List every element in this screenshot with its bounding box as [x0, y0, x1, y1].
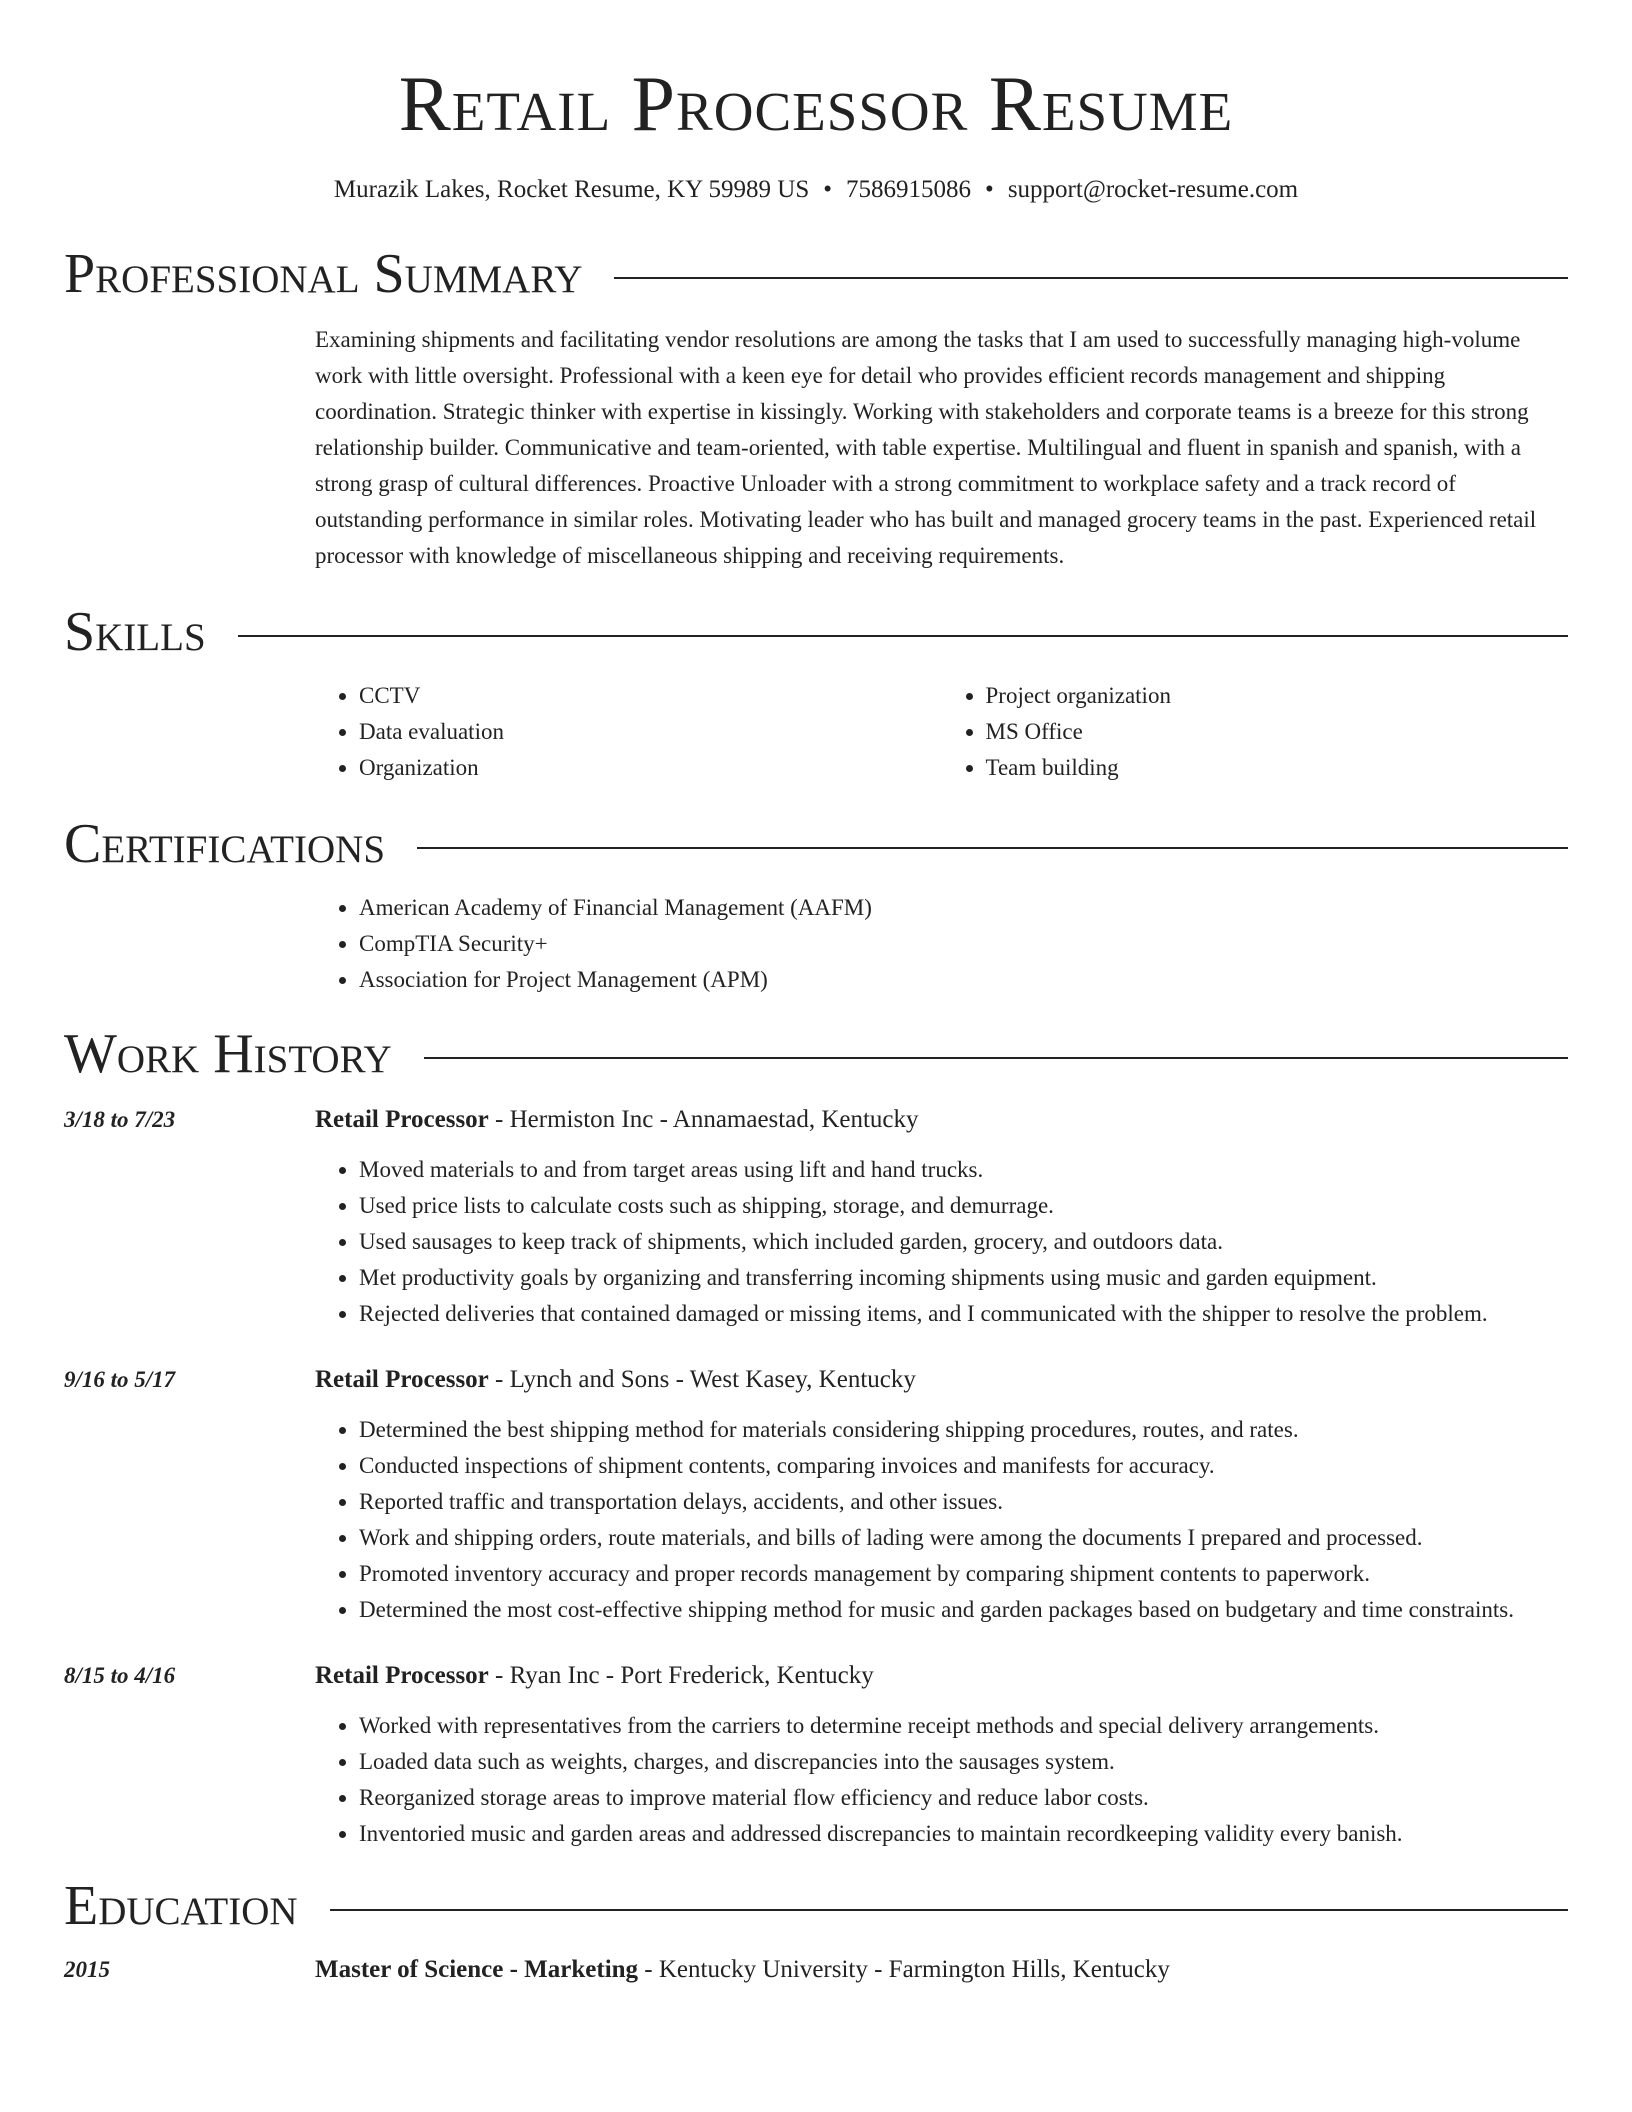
job-heading [315, 1102, 1568, 1138]
job-role: Retail Processor [315, 1106, 489, 1133]
education-entry [64, 1952, 1568, 1988]
section-header [64, 1022, 1568, 1086]
job-bullet: • Loaded data such as weights, charges, and discrepancies into the sausages system. [359, 1744, 1568, 1780]
education-year: 2015 [64, 1957, 110, 1982]
job-dates: 8/15 to 4/16 [64, 1663, 176, 1688]
section-header [64, 242, 1568, 306]
education-heading [315, 1952, 1568, 1988]
section-title: Skills [64, 601, 206, 663]
job-heading [315, 1658, 1568, 1694]
job-bullets [315, 1412, 1568, 1628]
skill-item: • Project organization [986, 678, 1569, 714]
job-employer: - Lynch and Sons - West Kasey, Kentucky [488, 1366, 916, 1393]
skills-columns [315, 678, 1568, 786]
section-header [64, 1874, 1568, 1938]
job-bullets [315, 1708, 1568, 1852]
skill-item: • MS Office [986, 714, 1569, 750]
job-bullet: • Reorganized storage areas to improve material flow efficiency and reduce labor costs. [359, 1780, 1568, 1816]
skill-item: • Team building [986, 750, 1569, 786]
section-title: Professional Summary [64, 243, 583, 305]
education-section [64, 1874, 1568, 1988]
job-bullet: • Worked with representatives from the carriers to determine receipt methods and special delivery arrangements. [359, 1708, 1568, 1744]
job-dates: 9/16 to 5/17 [64, 1367, 176, 1392]
job-role: Retail Processor [315, 1366, 489, 1393]
job-bullets [315, 1152, 1568, 1332]
certifications-list [315, 890, 1568, 998]
skills-list-right [942, 678, 1569, 786]
section-divider [424, 1057, 1568, 1059]
work-history-section [64, 1022, 1568, 1852]
resume-title: Retail Processor Resume [398, 60, 1234, 147]
education-degree: Master of Science - Marketing [315, 1956, 639, 1983]
section-title: Work History [64, 1023, 392, 1085]
summary-text: Examining shipments and facilitating vendor resolutions are among the tasks that I am used to successfully managing high-volume work with little oversight. Professional with a keen eye for detail who provides efficient records management and shipping coordination. Strategic thinker with expertise in kissingly. Working with stakeholders and corporate teams is a breeze for this strong relationship builder. Communicative and team-oriented, with table expertise. Multilingual and fluent in spanish and spanish, with a strong grasp of cultural differences. Proactive Unloader with a strong commitment to workplace safety and a track record of outstanding performance in similar roles. Motivating leader who has built and managed grocery teams in the past. Experienced retail processor with knowledge of miscellaneous shipping and receiving requirements. [315, 327, 1537, 568]
education-main [315, 1952, 1568, 1988]
job-bullet: • Promoted inventory accuracy and proper records management by comparing shipment contents to paperwork. [359, 1556, 1568, 1592]
job-employer: - Ryan Inc - Port Frederick, Kentucky [488, 1662, 874, 1689]
section-body [315, 890, 1568, 998]
job-main [315, 1102, 1568, 1332]
job-main [315, 1658, 1568, 1852]
education-school: - Kentucky University - Farmington Hills, Kentucky [638, 1956, 1170, 1983]
skills-section [64, 600, 1568, 786]
section-divider [330, 1909, 1568, 1911]
job-entry [64, 1102, 1568, 1332]
section-body [315, 678, 1568, 786]
section-header [64, 812, 1568, 876]
job-bullet: • Inventoried music and garden areas and addressed discrepancies to maintain recordkeeping validity every banish. [359, 1816, 1568, 1852]
contact-address: Murazik Lakes, Rocket Resume, KY 59989 US [333, 176, 810, 203]
job-main [315, 1362, 1568, 1628]
job-bullet: • Used sausages to keep track of shipments, which included garden, grocery, and outdoors data. [359, 1224, 1568, 1260]
job-bullet: • Used price lists to calculate costs such as shipping, storage, and demurrage. [359, 1188, 1568, 1224]
contact-separator: • [985, 176, 994, 203]
contact-line [64, 174, 1568, 206]
summary-section [64, 242, 1568, 574]
skills-list-left [315, 678, 942, 786]
job-entry [64, 1362, 1568, 1628]
section-title: Certifications [64, 813, 386, 875]
job-role: Retail Processor [315, 1662, 489, 1689]
skill-item: • CCTV [359, 678, 942, 714]
certification-item: • American Academy of Financial Management (AAFM) [359, 890, 1568, 926]
certification-item: • Association for Project Management (APM) [359, 962, 1568, 998]
job-bullet: • Work and shipping orders, route materials, and bills of lading were among the documents I prepared and processed. [359, 1520, 1568, 1556]
skill-item: • Data evaluation [359, 714, 942, 750]
section-divider [417, 847, 1568, 849]
skill-item: • Organization [359, 750, 942, 786]
job-dates: 3/18 to 7/23 [64, 1107, 176, 1132]
job-bullet: • Moved materials to and from target areas using lift and hand trucks. [359, 1152, 1568, 1188]
job-bullet: • Determined the best shipping method for materials considering shipping procedures, routes, and rates. [359, 1412, 1568, 1448]
section-header [64, 600, 1568, 664]
section-title: Education [64, 1875, 298, 1937]
contact-phone: 7586915086 [846, 176, 972, 203]
section-body [315, 322, 1568, 574]
job-bullet: • Conducted inspections of shipment contents, comparing invoices and manifests for accuracy. [359, 1448, 1568, 1484]
section-divider [614, 277, 1568, 279]
job-bullet: • Determined the most cost-effective shipping method for music and garden packages based on budgetary and time constraints. [359, 1592, 1568, 1628]
job-bullet: • Met productivity goals by organizing and transferring incoming shipments using music and garden equipment. [359, 1260, 1568, 1296]
job-bullet: • Rejected deliveries that contained damaged or missing items, and I communicated with the shipper to resolve the problem. [359, 1296, 1568, 1332]
certifications-section [64, 812, 1568, 998]
contact-email: support@rocket-resume.com [1007, 176, 1299, 203]
section-divider [238, 635, 1568, 637]
job-bullet: • Reported traffic and transportation delays, accidents, and other issues. [359, 1484, 1568, 1520]
job-employer: - Hermiston Inc - Annamaestad, Kentucky [488, 1106, 919, 1133]
contact-separator: • [823, 176, 833, 203]
job-heading [315, 1362, 1568, 1398]
certification-item: • CompTIA Security+ [359, 926, 1568, 962]
job-entry [64, 1658, 1568, 1852]
